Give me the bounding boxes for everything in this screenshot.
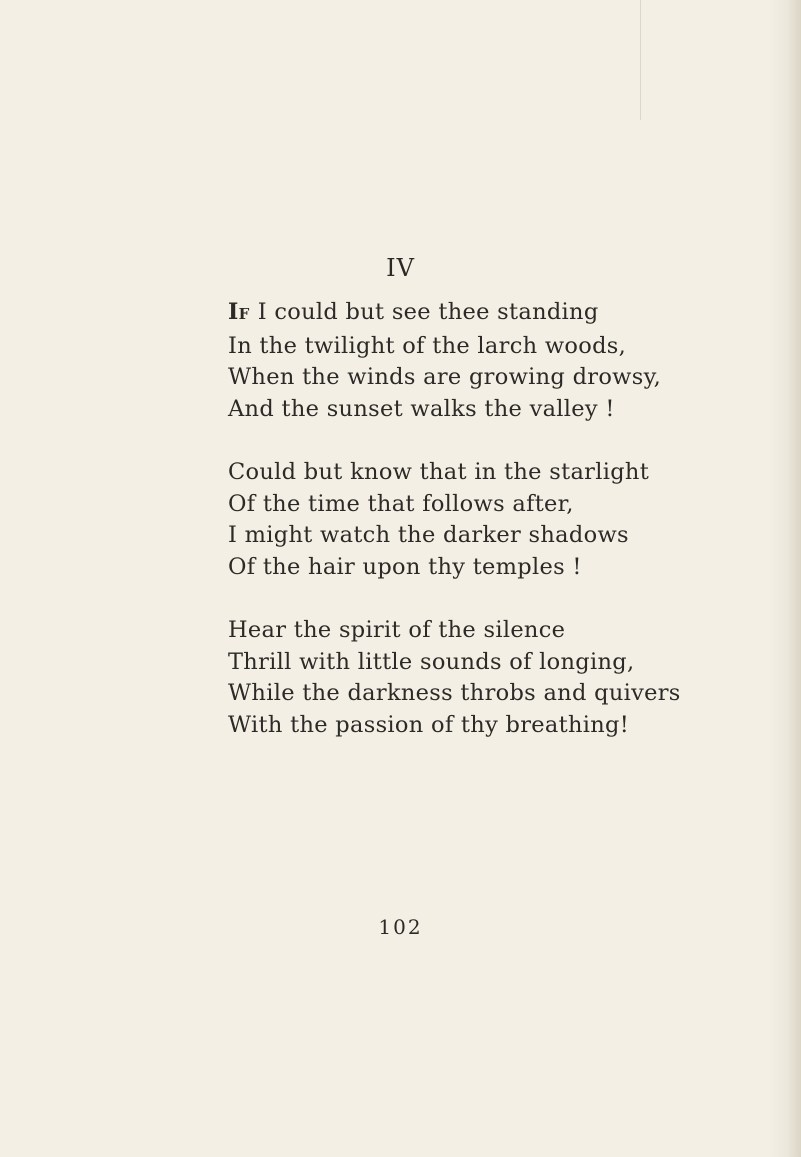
stanza <box>228 457 788 583</box>
poem-line: In the twilight of the larch woods, <box>228 332 627 359</box>
poem-line: Of the time that follows after, <box>228 490 574 517</box>
line-text: I could but see thee standing <box>250 299 599 325</box>
drop-capital: I <box>228 299 239 325</box>
poem-line: Thrill with little sounds of longing, <box>228 648 635 675</box>
poem-body <box>228 297 788 773</box>
stanza <box>228 615 788 741</box>
poem-line: Could but know that in the starlight <box>228 459 650 485</box>
poem-line: With the passion of thy breathing! <box>228 711 630 738</box>
poem-line: Hear the spirit of the silence <box>228 617 566 643</box>
poem-line: When the winds are growing drowsy, <box>228 364 662 390</box>
section-heading: IV <box>386 254 415 282</box>
poem-line: Of the hair upon thy temples ! <box>228 553 582 580</box>
poem-line: And the sunset walks the valley ! <box>228 395 615 422</box>
poem-line <box>228 297 788 331</box>
poem-line: While the darkness throbs and quivers <box>228 680 681 706</box>
paper-mark <box>640 0 641 120</box>
small-capital: F <box>238 305 251 323</box>
page-edge-shadow <box>787 0 801 1157</box>
page-number: 102 <box>378 915 423 939</box>
poem-line: I might watch the darker shadows <box>228 522 629 548</box>
opening-word <box>228 299 250 325</box>
stanza <box>228 297 788 425</box>
